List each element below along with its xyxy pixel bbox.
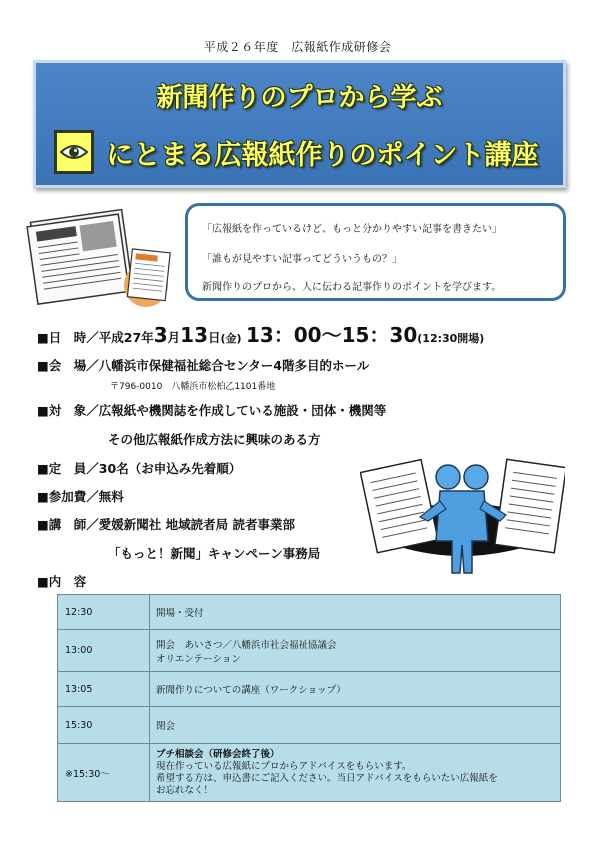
schedule-desc: 開会 あいさつ／八幡浜市社会福祉協議会 オリエンテーション [150,630,561,672]
quote-line: 新聞作りのプロから、人に伝わる記事作りのポイントを学びます。 [202,282,502,293]
schedule-time: 15:30 [58,707,150,744]
title-line-2: にとまる広報紙作りのポイント講座 [106,140,539,171]
date-open: (12:30開場) [417,332,485,345]
table-row [58,672,561,707]
schedule-time: 13:00 [58,630,150,672]
schedule-time: ※15:30～ [58,744,150,802]
date-day-unit: 日 [208,330,221,345]
table-row [58,630,561,672]
table-row [58,707,561,744]
lecturer-2: 「もっと！新聞」キャンペーン事務局 [108,546,321,561]
capacity: ■定 員／30名（お申込み先着順） [37,461,242,476]
pre-title: 平成２６年度 広報紙作成研修会 [203,40,392,54]
quote-line: 「広報紙を作っているけど、もっと分かりやすい記事を書きたい」 [202,224,502,235]
schedule-desc: プチ相談会（研修会終了後） 現在作っている広報紙にプロからアドバイスをもらいます。 希望する方は、申込書にご記入ください。当日アドバイスをもらいたい広報紙を お忘れなく！ [150,744,561,802]
schedule-desc: 新聞作りについての講座（ワークショップ） [150,672,561,707]
schedule-table [57,594,561,802]
venue: ■会 場／八幡浜市保健福祉総合センター4階多目的ホール [37,358,370,373]
date-day: 13 [180,323,208,347]
table-row [58,744,561,802]
title-line-1: 新聞作りのプロから学ぶ [156,83,443,113]
address: 〒796-0010 八幡浜市松柏乙1101番地 [110,382,276,392]
date-row [37,319,484,348]
newspaper-illustration [26,203,176,315]
schedule-time: 13:05 [58,672,150,707]
schedule-desc: 開場・受付 [150,595,561,630]
schedule-time: 12:30 [58,595,150,630]
lecturer: ■講 師／愛媛新聞社 地域読者局 読者事業部 [37,517,296,532]
fee: ■参加費／無料 [37,489,124,504]
schedule-desc: 閉会 [150,707,561,744]
date-month: 3 [153,323,168,347]
table-row [58,595,561,630]
date-time: 13：00～15：30 [245,323,418,347]
title-banner [33,60,566,188]
date-month-unit: 月 [167,330,181,345]
content-label: ■内 容 [37,574,87,589]
people-with-papers-illustration [360,455,565,579]
target: ■対 象／広報紙や機関誌を作成している施設・団体・機関等 [37,403,387,418]
date-weekday: (金) [220,332,242,345]
intro-quote-box [185,203,566,301]
quote-line: 「誰もが見やすい記事ってどういうもの？」 [202,254,402,265]
target-2: その他広報紙作成方法に興味のある方 [108,432,321,447]
date-label: ■日 時／平成27年 [37,330,154,345]
